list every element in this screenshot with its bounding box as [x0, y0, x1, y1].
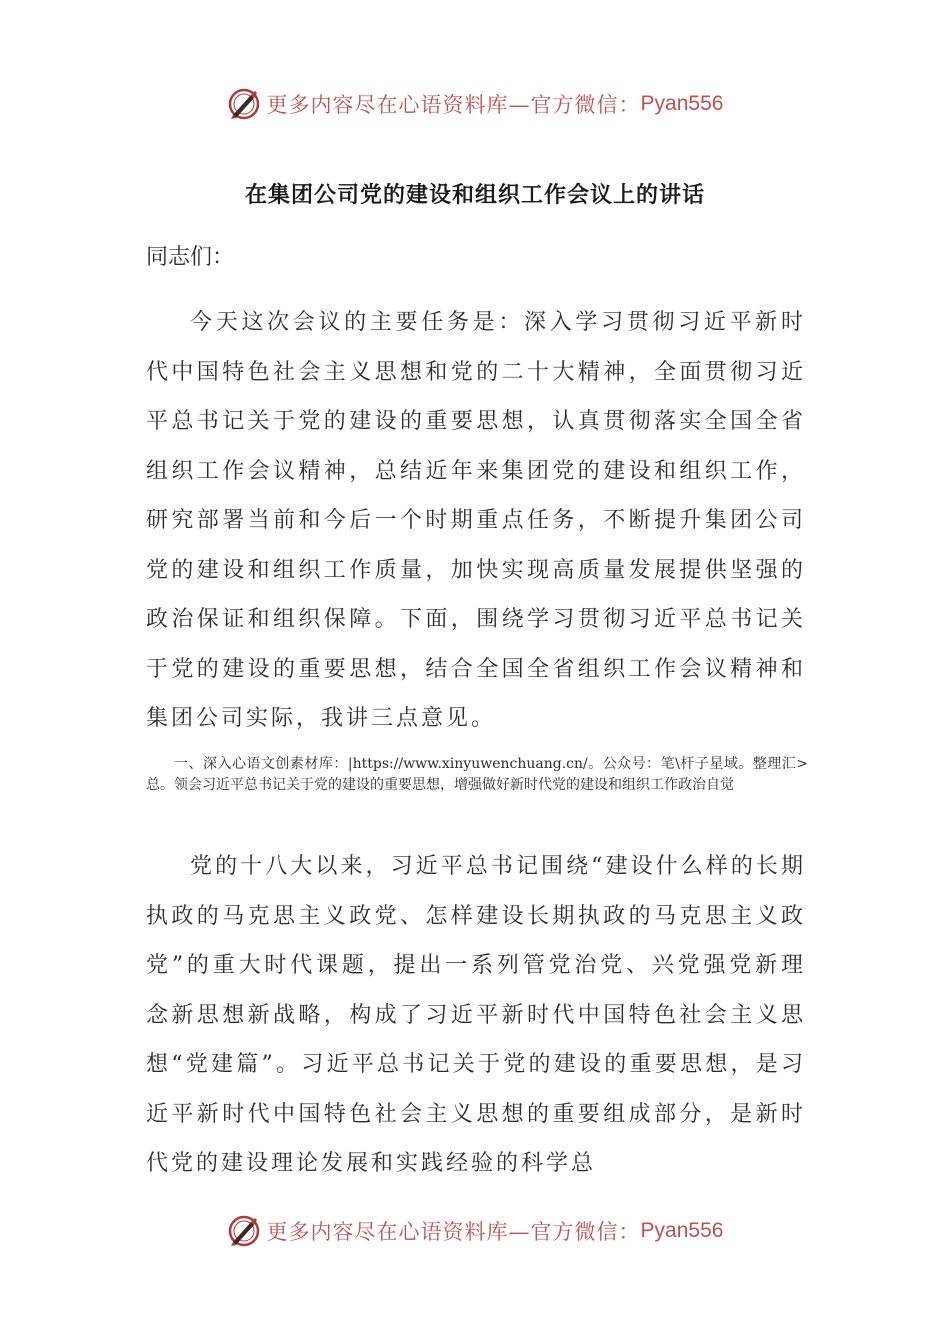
- section-heading: 一、深入心语文创素材库：|https://www.xinyuwenchuang.cn/。公众号：笔\杆子星域。整理汇>总。领会习近平总书记关于党的建设的重要思想，增强做好新时代党的建设和组织工作政治自觉: [146, 756, 808, 793]
- footer-banner: [0, 1211, 950, 1251]
- document-title: 在集团公司党的建设和组织工作会议上的讲话: [244, 183, 705, 208]
- pen-seal-logo-icon: [227, 1214, 261, 1248]
- banner-text: 更多内容尽在心语资料库—官方微信：: [266, 93, 641, 117]
- banner-wechat-id: Pyan556: [640, 1219, 724, 1242]
- header-banner: [0, 84, 950, 124]
- pen-seal-logo-icon: [227, 87, 261, 121]
- salutation: 同志们：: [146, 245, 235, 270]
- body-paragraph: 今天这次会议的主要任务是：深入学习贯彻习近平新时代中国特色社会主义思想和党的二十大精神，全面贯彻习近平总书记关于党的建设的重要思想，认真贯彻落实全国全省组织工作会议精神，总结近年来集团党的建设和组织工作，研究部署当前和今后一个时期重点任务，不断提升集团公司党的建设和组织工作质量，加快实现高质量发展提供坚强的政治保证和组织保障。下面，围绕学习贯彻习近平总书记关于党的建设的重要思想，结合全国全省组织工作会议精神和集团公司实际，我讲三点意见。: [146, 310, 806, 731]
- banner-text: 更多内容尽在心语资料库—官方微信：: [266, 1220, 641, 1244]
- banner-wechat-id: Pyan556: [640, 92, 724, 115]
- body-paragraph: 党的十八大以来，习近平总书记围绕“建设什么样的长期执政的马克思主义政党、怎样建设长期执政的马克思主义政党”的重大时代课题，提出一系列管党治党、兴党强党新理念新思想新战略，构成了习近平新时代中国特色社会主义思想“党建篇”。习近平总书记关于党的建设的重要思想，是习近平新时代中国特色社会主义思想的重要组成部分，是新时代党的建设理论发展和实践经验的科学总: [146, 854, 806, 1176]
